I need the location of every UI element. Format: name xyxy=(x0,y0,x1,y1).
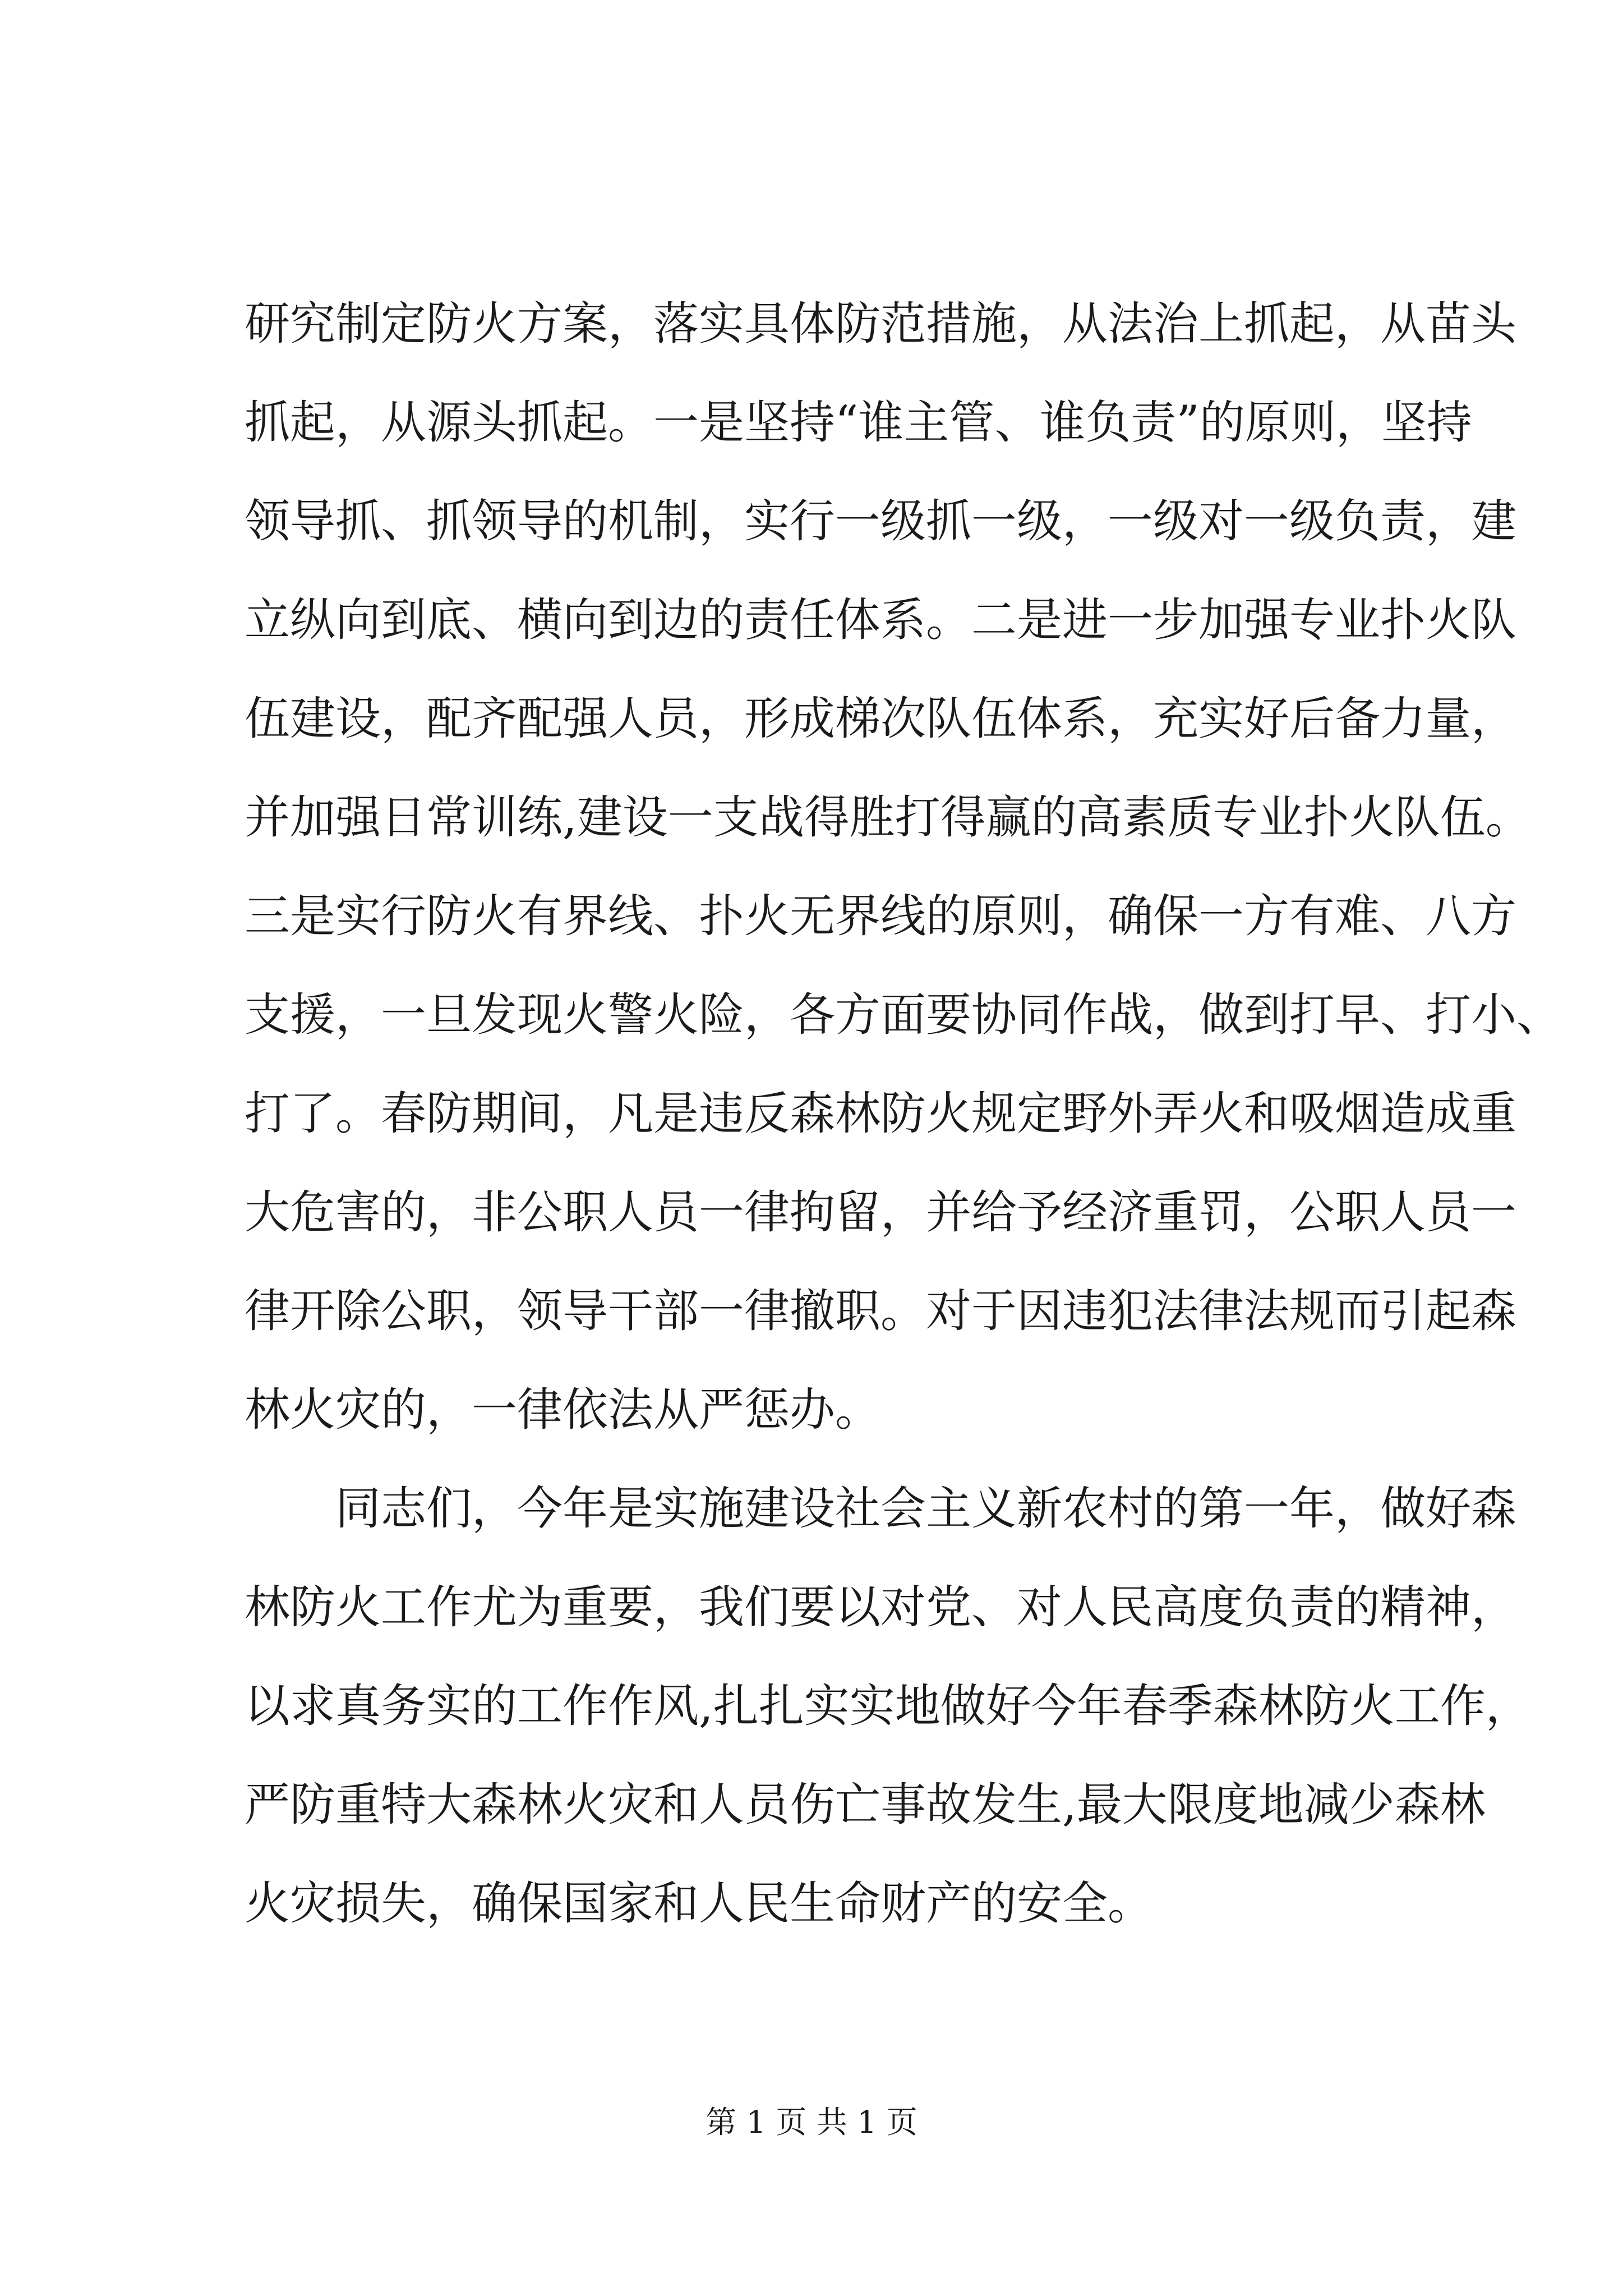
text-line: 林火灾的，一律依法从严惩办。 xyxy=(245,1384,881,1437)
paragraph-2 xyxy=(245,1460,1531,1953)
text-line: 严防重特大森林火灾和人员伤亡事故发生,最大限度地减少森林 xyxy=(245,1779,1486,1832)
text-line: 同志们，今年是实施建设社会主义新农村的第一年，做好森 xyxy=(335,1483,1517,1535)
text-line: 打了。春防期间，凡是违反森林防火规定野外弄火和吸烟造成重 xyxy=(245,1088,1517,1140)
text-line: 研究制定防火方案，落实具体防范措施，从法治上抓起，从苗头 xyxy=(245,298,1517,351)
text-line: 伍建设，配齐配强人员，形成梯次队伍体系，充实好后备力量， xyxy=(245,693,1517,746)
page-number-label: 第 1 页 共 1 页 xyxy=(706,2104,917,2140)
text-line: 大危害的，非公职人员一律拘留，并给予经济重罚，公职人员一 xyxy=(245,1186,1517,1239)
text-line: 林防火工作尤为重要，我们要以对党、对人民高度负责的精神， xyxy=(245,1581,1517,1634)
text-line: 支援，一旦发现火警火险，各方面要协同作战，做到打早、打小、 xyxy=(245,989,1562,1042)
document-body xyxy=(245,275,1562,1953)
text-line: 律开除公职，领导干部一律撤职。对于因违犯法律法规而引起森 xyxy=(245,1285,1517,1338)
text-line: 三是实行防火有界线、扑火无界线的原则，确保一方有难、八方 xyxy=(245,890,1517,943)
page-footer xyxy=(0,2102,1623,2142)
text-line: 领导抓、抓领导的机制，实行一级抓一级，一级对一级负责，建 xyxy=(245,495,1517,548)
text-line: 抓起，从源头抓起。一是坚持“谁主管、谁负责”的原则，坚持 xyxy=(245,397,1472,449)
text-line: 立纵向到底、横向到边的责任体系。二是进一步加强专业扑火队 xyxy=(245,594,1517,647)
text-line: 火灾损失，确保国家和人民生命财产的安全。 xyxy=(245,1878,1154,1930)
text-line: 以求真务实的工作作风,扎扎实实地做好今年春季森林防火工作， xyxy=(245,1680,1531,1733)
paragraph-1 xyxy=(245,275,1562,1460)
text-line: 并加强日常训练,建设一支战得胜打得赢的高素质专业扑火队伍。 xyxy=(245,792,1531,844)
